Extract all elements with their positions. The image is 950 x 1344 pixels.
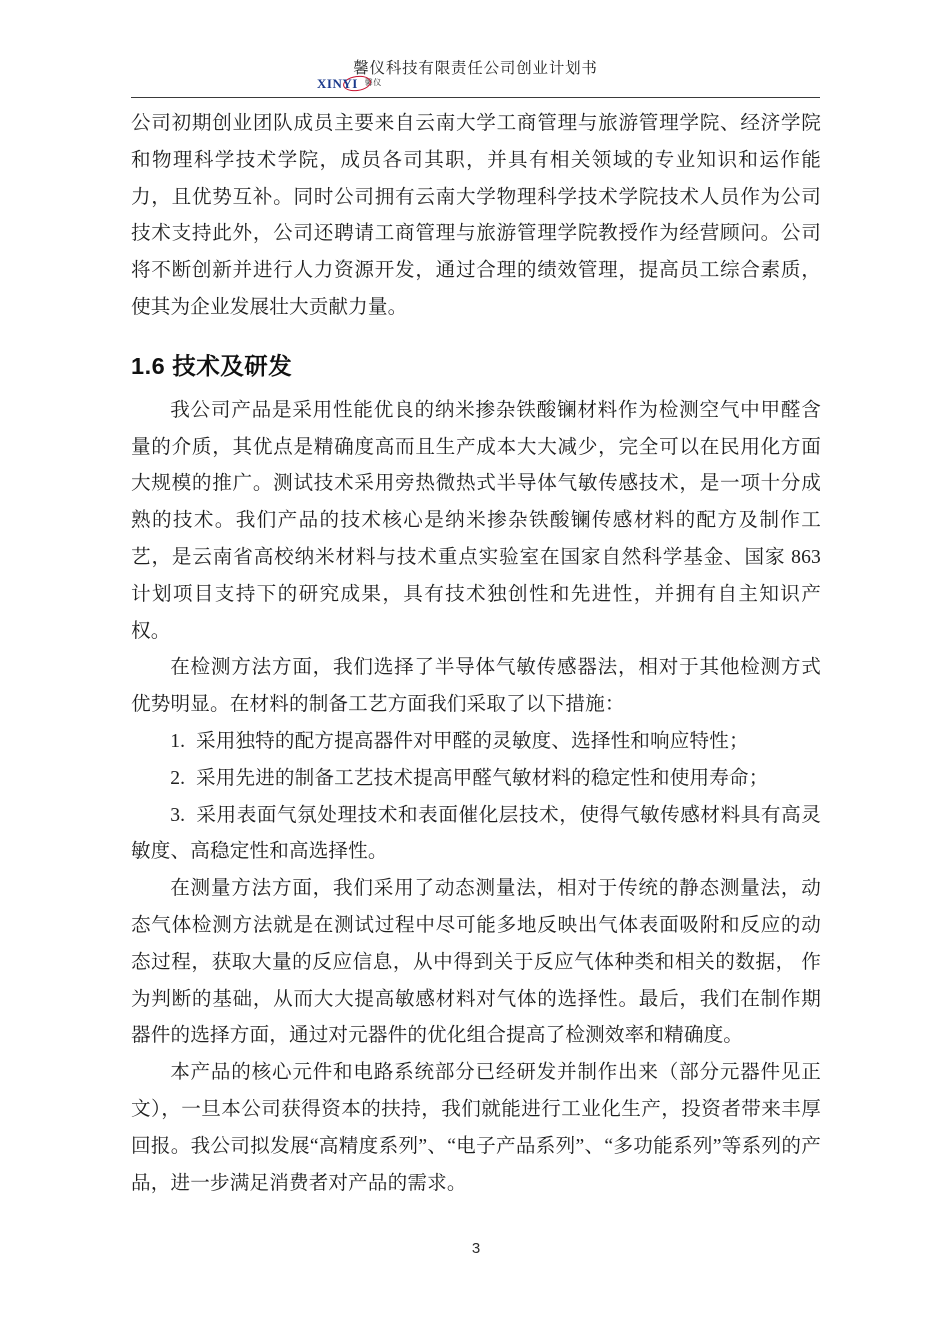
logo-wordmark-text: XINYI xyxy=(317,75,358,91)
paragraph-team: 公司初期创业团队成员主要来自云南大学工商管理与旅游管理学院、经济学院和物理科学技术学院，成员各司其职，并具有相关领域的专业知识和运作能力，且优势互补。同时公司拥有云南大学物理科学技术学院技术人员作为公司技术支持此外，公司还聘请工商管理与旅游管理学院教授作为经营顾问。公司将不断创新并进行人力资源开发，通过合理的绩效管理，提高员工综合素质，使其为企业发展壮大贡献力量。 xyxy=(131,113,821,318)
list-item xyxy=(131,724,821,761)
paragraph-detection-method: 在检测方法方面，我们选择了半导体气敏传感器法，相对于其他检测方式优势明显。在材料的制备工艺方面我们采取了以下措施： xyxy=(131,657,821,716)
list-item-text: 采用表面气氛处理技术和表面催化层技术，使得气敏传感材料具有高灵敏度、高稳定性和高选择性。 xyxy=(131,804,821,863)
logo-chinese-text: 馨仪 xyxy=(364,77,382,87)
page-number: 3 xyxy=(471,1240,481,1257)
list-item-text: 采用先进的制备工艺技术提高甲醛气敏材料的稳定性和使用寿命； xyxy=(195,767,769,789)
header-divider xyxy=(131,97,820,98)
logo-wordmark-icon xyxy=(317,75,360,91)
paragraph-measurement-method: 在测量方法方面，我们采用了动态测量法，相对于传统的静态测量法，动态气体检测方法就是在测试过程中尽可能多地反映出气体表面吸附和反应的动态过程，获取大量的反应信息，从中得到关于反应气体种类和相关的数据， 作为判断的基础，从而大大提高敏感材料对气体的选择性。最后，我们在制作期器件的选择方面，通过对元器件的优化组合提高了检测效率和精确度。 xyxy=(131,878,821,1047)
list-item-number: 3. xyxy=(170,804,186,826)
header-inner xyxy=(131,52,820,92)
document-body xyxy=(131,106,821,1202)
header-title: 馨仪科技有限责任公司创业计划书 xyxy=(353,60,598,77)
list-item-text: 采用独特的配方提高器件对甲醛的灵敏度、选择性和响应特性； xyxy=(195,730,749,752)
page-footer xyxy=(131,1240,821,1258)
list-item xyxy=(131,798,821,872)
list-item xyxy=(131,761,821,798)
measures-list xyxy=(131,724,821,871)
page-header xyxy=(131,52,820,96)
company-logo xyxy=(317,74,382,91)
paragraph-product: 我公司产品是采用性能优良的纳米掺杂铁酸镧材料作为检测空气中甲醛含量的介质，其优点是精确度高而且生产成本大大减少，完全可以在民用化方面大规模的推广。测试技术采用旁热微热式半导体气敏传感技术，是一项十分成熟的技术。我们产品的技术核心是纳米掺杂铁酸镧传感材料的配方及制作工艺，是云南省高校纳米材料与技术重点实验室在国家自然科学基金、国家 863 计划项目支持下的研究成果，具有技术独创性和先进性，并拥有自主知识产权。 xyxy=(131,399,821,642)
section-heading-technology: 1.6 技术及研发 xyxy=(131,352,293,379)
list-item-number: 2. xyxy=(170,767,186,789)
list-item-number: 1. xyxy=(170,730,186,752)
paragraph-core-components: 本产品的核心元件和电路系统部分已经研发并制作出来（部分元器件见正文），一旦本公司获得资本的扶持，我们就能进行工业化生产，投资者带来丰厚回报。我公司拟发展“高精度系列”、“电子产品系列”、“多功能系列”等系列的产品，进一步满足消费者对产品的需求。 xyxy=(131,1062,821,1194)
